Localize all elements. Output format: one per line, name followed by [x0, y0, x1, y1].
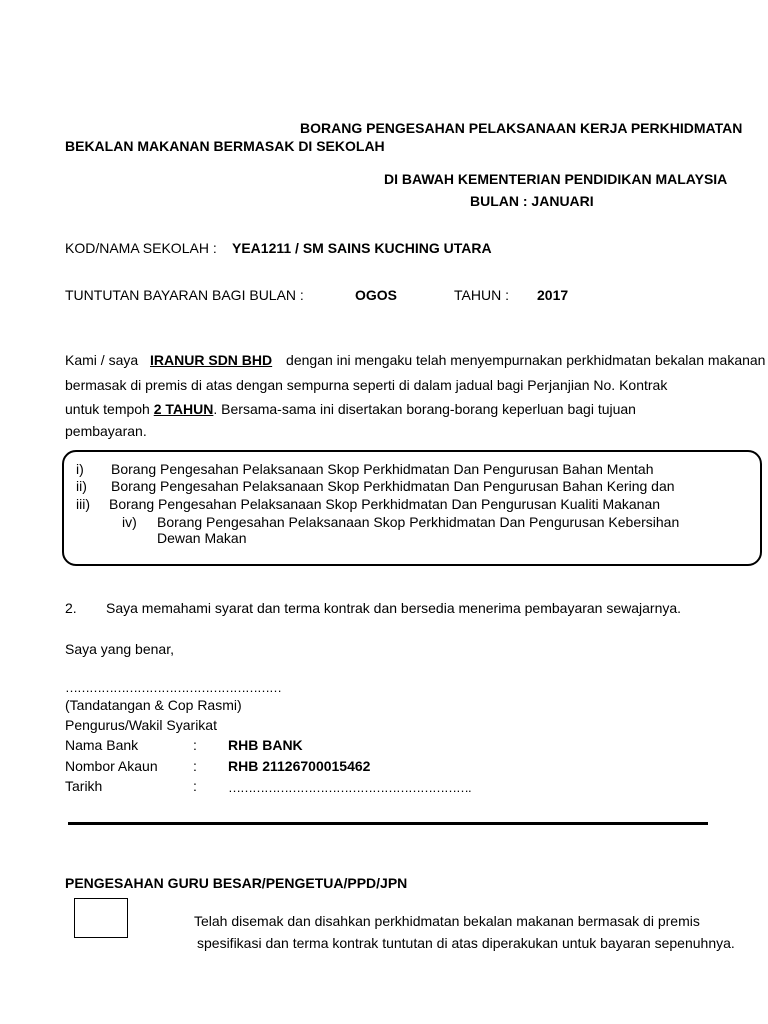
form-item-number: iv): [122, 514, 137, 530]
account-value: RHB 21126700015462: [228, 758, 371, 774]
school-label: KOD/NAMA SEKOLAH :: [65, 240, 217, 256]
signature-role: Pengurus/Wakil Syarikat: [65, 717, 217, 733]
form-item-text: Borang Pengesahan Pelaksanaan Skop Perkhidmatan Dan Pengurusan Kebersihan: [157, 514, 680, 530]
approval-stamp-box: [74, 898, 128, 938]
date-value: …………………………………………………….: [228, 780, 471, 795]
form-item-number: i): [76, 461, 84, 477]
declaration-prefix: Kami / saya: [65, 352, 139, 368]
para2-number: 2.: [65, 600, 77, 616]
form-item-number: ii): [76, 478, 87, 494]
form-item-number: iii): [76, 496, 90, 512]
month-line: BULAN : JANUARI: [470, 193, 594, 209]
claim-year-label: TAHUN :: [454, 287, 509, 303]
date-label: Tarikh: [65, 778, 103, 794]
declaration-line2: bermasak di premis di atas dengan sempurna seperti di dalam jadual bagi Perjanjian No. Kontrak: [65, 377, 668, 393]
account-colon: :: [193, 758, 197, 774]
form-item-text: Borang Pengesahan Pelaksanaan Skop Perkhidmatan Dan Pengurusan Bahan Mentah: [111, 461, 654, 477]
form-title-line2: BEKALAN MAKANAN BERMASAK DI SEKOLAH: [65, 138, 385, 154]
declaration-line1: [65, 351, 765, 369]
signature-caption: (Tandatangan & Cop Rasmi): [65, 697, 242, 713]
para2-text: Saya memahami syarat dan terma kontrak dan bersedia menerima pembayaran sewajarnya.: [106, 600, 682, 616]
bank-value: RHB BANK: [228, 737, 303, 753]
account-label: Nombor Akaun: [65, 758, 158, 774]
section-divider: [68, 822, 708, 825]
contract-period: 2 TAHUN: [153, 401, 214, 417]
claim-year-value: 2017: [537, 287, 569, 303]
declaration-line4: pembayaran.: [65, 423, 147, 439]
claim-month-label: TUNTUTAN BAYARAN BAGI BULAN :: [65, 287, 304, 303]
declaration-line3: [65, 400, 636, 418]
form-title-line1: BORANG PENGESAHAN PELAKSANAAN KERJA PERKHIDMATAN: [300, 120, 743, 136]
declaration-line3-rest: . Bersama-sama ini disertakan borang-borang keperluan bagi tujuan: [213, 401, 636, 417]
form-item-text: Borang Pengesahan Pelaksanaan Skop Perkhidmatan Dan Pengurusan Kualiti Makanan: [109, 496, 661, 512]
signature-line: ………………………………………………: [65, 680, 281, 695]
approval-line1: Telah disemak dan disahkan perkhidmatan bekalan makanan bermasak di premis: [194, 913, 700, 929]
closing-text: Saya yang benar,: [65, 641, 174, 657]
approval-line2: spesifikasi dan terma kontrak tuntutan di atas diperakukan untuk bayaran sepenuhnya.: [197, 935, 735, 951]
date-colon: :: [193, 778, 197, 794]
bank-colon: :: [193, 737, 197, 753]
approval-heading: PENGESAHAN GURU BESAR/PENGETUA/PPD/JPN: [65, 875, 408, 891]
claim-month-value: OGOS: [355, 287, 398, 303]
bank-label: Nama Bank: [65, 737, 139, 753]
ministry-line: DI BAWAH KEMENTERIAN PENDIDIKAN MALAYSIA: [384, 171, 728, 187]
company-name: IRANUR SDN BHD: [150, 352, 273, 368]
declaration-line1-rest: dengan ini mengaku telah menyempurnakan perkhidmatan bekalan makanan: [286, 352, 766, 368]
form-item-text: Borang Pengesahan Pelaksanaan Skop Perkhidmatan Dan Pengurusan Bahan Kering dan: [111, 478, 675, 494]
school-value: YEA1211 / SM SAINS KUCHING UTARA: [232, 240, 492, 256]
declaration-period-prefix: untuk tempoh: [65, 401, 150, 417]
form-item-text-continued: Dewan Makan: [157, 530, 247, 546]
